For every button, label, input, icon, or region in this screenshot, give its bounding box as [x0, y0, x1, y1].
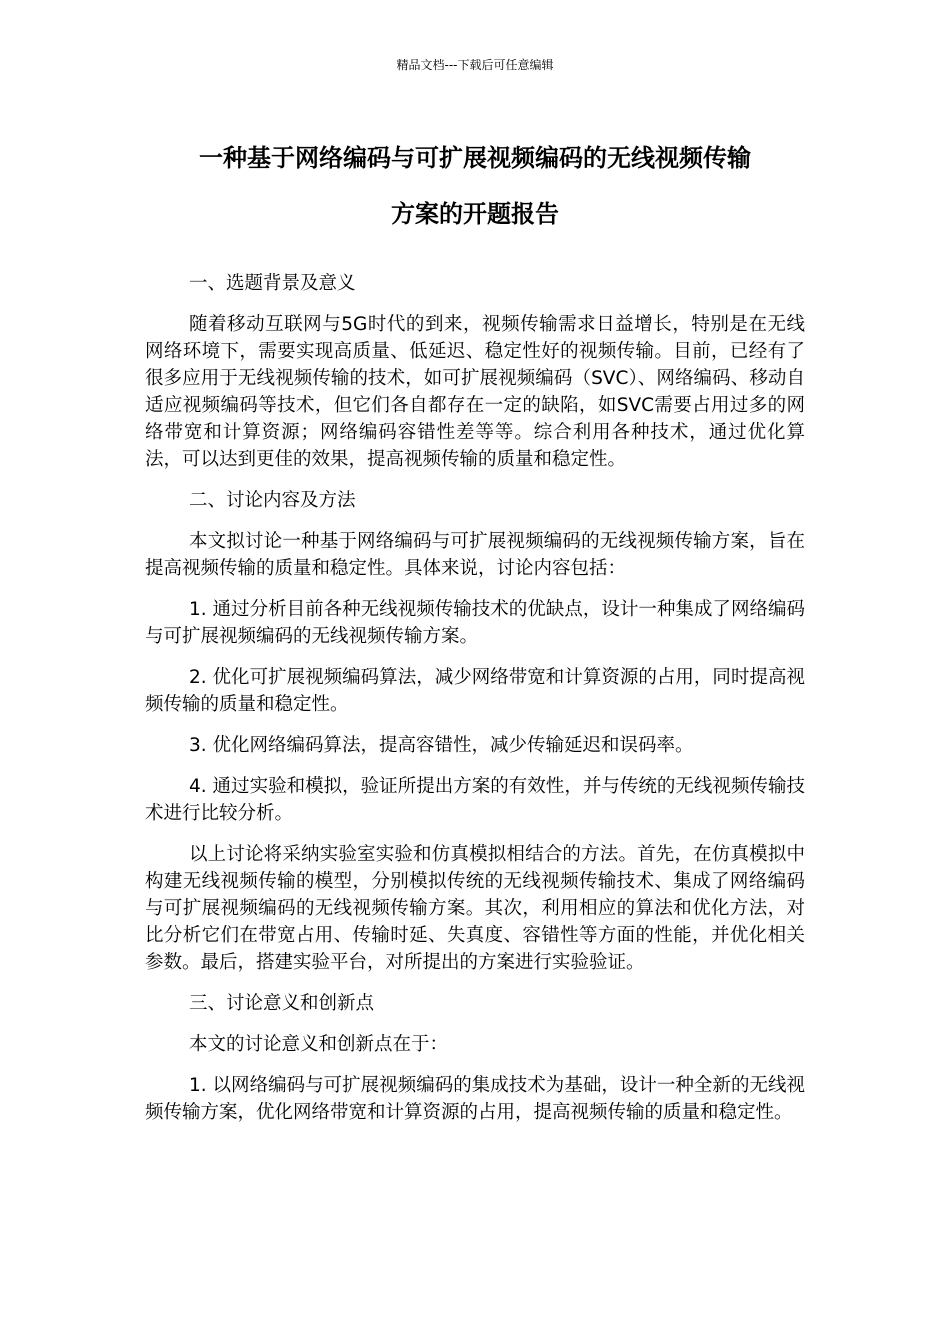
title-line-1: 一种基于网络编码与可扩展视频编码的无线视频传输 — [199, 144, 751, 172]
content-item-2: 2. 优化可扩展视频编码算法，减少网络带宽和计算资源的占用，同时提高视频传输的质量和稳定性。 — [145, 667, 805, 715]
background-paragraph: 随着移动互联网与5G时代的到来，视频传输需求日益增长，特别是在无线网络环境下，需要实现高质量、低延迟、稳定性好的视频传输。目前，已经有了很多应用于无线视频传输的技术，如可扩展视频编码（SVC）、网络编码、移动自适应视频编码等技术，但它们各自都存在一定的缺陷，如SVC需要占用过多的网络带宽和计算资源；网络编码容错性差等等。综合利用各种技术，通过优化算法，可以达到更佳的效果，提高视频传输的质量和稳定性。 — [145, 314, 805, 470]
content-item-3: 3. 优化网络编码算法，提高容错性，减少传输延迟和误码率。 — [189, 735, 694, 756]
content-item-1: 1. 通过分析目前各种无线视频传输技术的优缺点，设计一种集成了网络编码与可扩展视频编码的无线视频传输方案。 — [145, 599, 805, 647]
header-note: 精品文档---下载后可任意编辑 — [396, 58, 554, 72]
section-heading-2: 二、讨论内容及方法 — [189, 490, 356, 511]
section-heading-3: 三、讨论意义和创新点 — [189, 993, 375, 1014]
content-item-4: 4. 通过实验和模拟，验证所提出方案的有效性，并与传统的无线视频传输技术进行比较分析。 — [145, 776, 805, 824]
document-body — [145, 270, 805, 1140]
document-title — [110, 130, 840, 242]
title-line-2: 方案的开题报告 — [391, 200, 559, 228]
section-heading-1: 一、选题背景及意义 — [189, 273, 356, 294]
method-paragraph: 以上讨论将采纳实验室实验和仿真模拟相结合的方法。首先，在仿真模拟中构建无线视频传输的模型，分别模拟传统的无线视频传输技术、集成了网络编码与可扩展视频编码的无线视频传输方案。其次，利用相应的算法和优化方法，对比分析它们在带宽占用、传输时延、失真度、容错性等方面的性能，并优化相关参数。最后，搭建实验平台，对所提出的方案进行实验验证。 — [145, 844, 805, 973]
significance-item-1: 1. 以网络编码与可扩展视频编码的集成技术为基础，设计一种全新的无线视频传输方案，优化网络带宽和计算资源的占用，提高视频传输的质量和稳定性。 — [145, 1075, 805, 1123]
content-intro-paragraph: 本文拟讨论一种基于网络编码与可扩展视频编码的无线视频传输方案，旨在提高视频传输的质量和稳定性。具体来说，讨论内容包括： — [145, 531, 805, 579]
significance-intro-paragraph: 本文的讨论意义和创新点在于： — [189, 1034, 449, 1055]
